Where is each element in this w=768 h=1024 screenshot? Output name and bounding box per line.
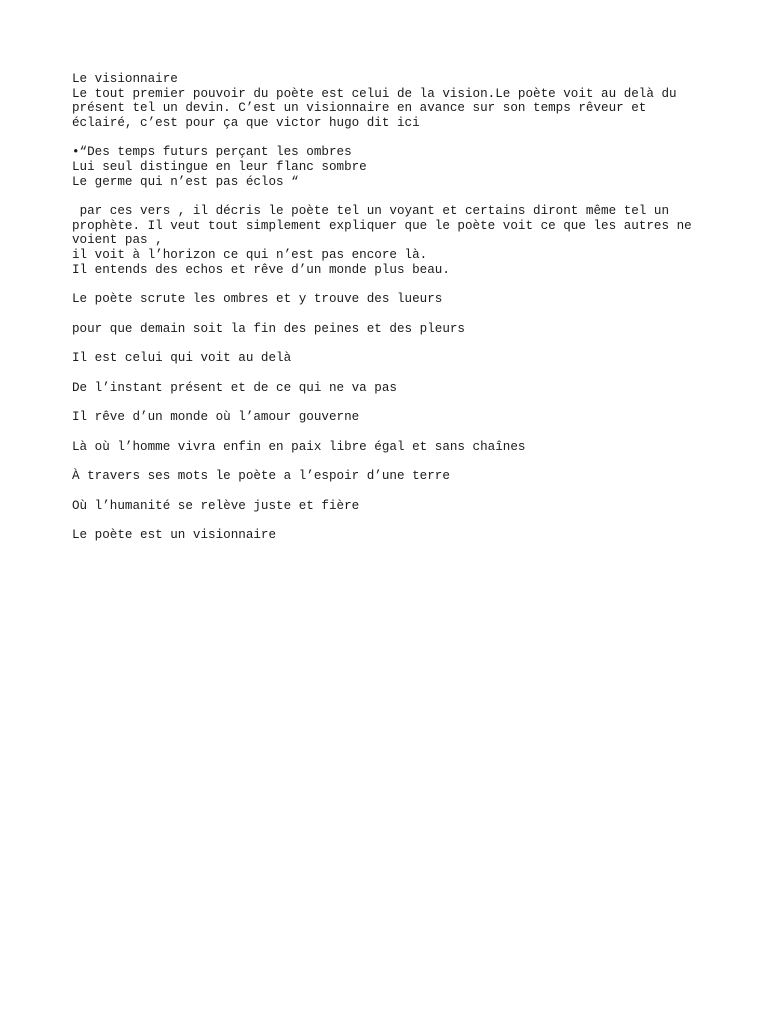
poem-line: Où l’humanité se relève juste et fière — [72, 498, 360, 513]
poem-line: pour que demain soit la fin des peines et des pleurs — [72, 321, 465, 336]
quote-line: Lui seul distingue en leur flanc sombre — [72, 159, 367, 174]
poem-section — [72, 292, 696, 542]
analysis-section — [72, 204, 700, 277]
poem-line: Le poète est un visionnaire — [72, 528, 277, 542]
analysis-line: il voit à l’horizon ce qui n’est pas encore là. — [72, 247, 428, 262]
intro-section — [72, 72, 696, 130]
quote-section — [72, 145, 696, 189]
document-page — [72, 72, 700, 557]
document-title: Le visionnaire — [72, 72, 178, 86]
poem-line: Le poète scrute les ombres et y trouve des lueurs — [72, 292, 443, 307]
poem-line: À travers ses mots le poète a l’espoir d’une terre — [72, 469, 450, 484]
quote-line: Le germe qui n’est pas éclos “ — [72, 174, 299, 189]
poem-line: Là où l’homme vivra enfin en paix libre égal et sans chaînes — [72, 439, 526, 454]
poem-line: De l’instant présent et de ce qui ne va pas — [72, 380, 397, 395]
poem-line: Il est celui qui voit au delà — [72, 351, 292, 366]
intro-paragraph: Le tout premier pouvoir du poète est celui de la vision.Le poète voit au delà du présent tel un devin. C’est un visionnaire en avance sur son temps rêveur et éclairé, c’est pour ça que victor hugo dit ici — [72, 86, 685, 130]
analysis-line: par ces vers , il décris le poète tel un voyant et certains diront même tel un prophète. Il veut tout simplement expliquer que le poète voit ce que les autres ne voient pas , — [72, 204, 700, 248]
quote-line: •“Des temps futurs perçant les ombres — [72, 145, 352, 160]
poem-line: Il rêve d’un monde où l’amour gouverne — [72, 410, 360, 425]
analysis-line: Il entends des echos et rêve d’un monde plus beau. — [72, 262, 450, 277]
